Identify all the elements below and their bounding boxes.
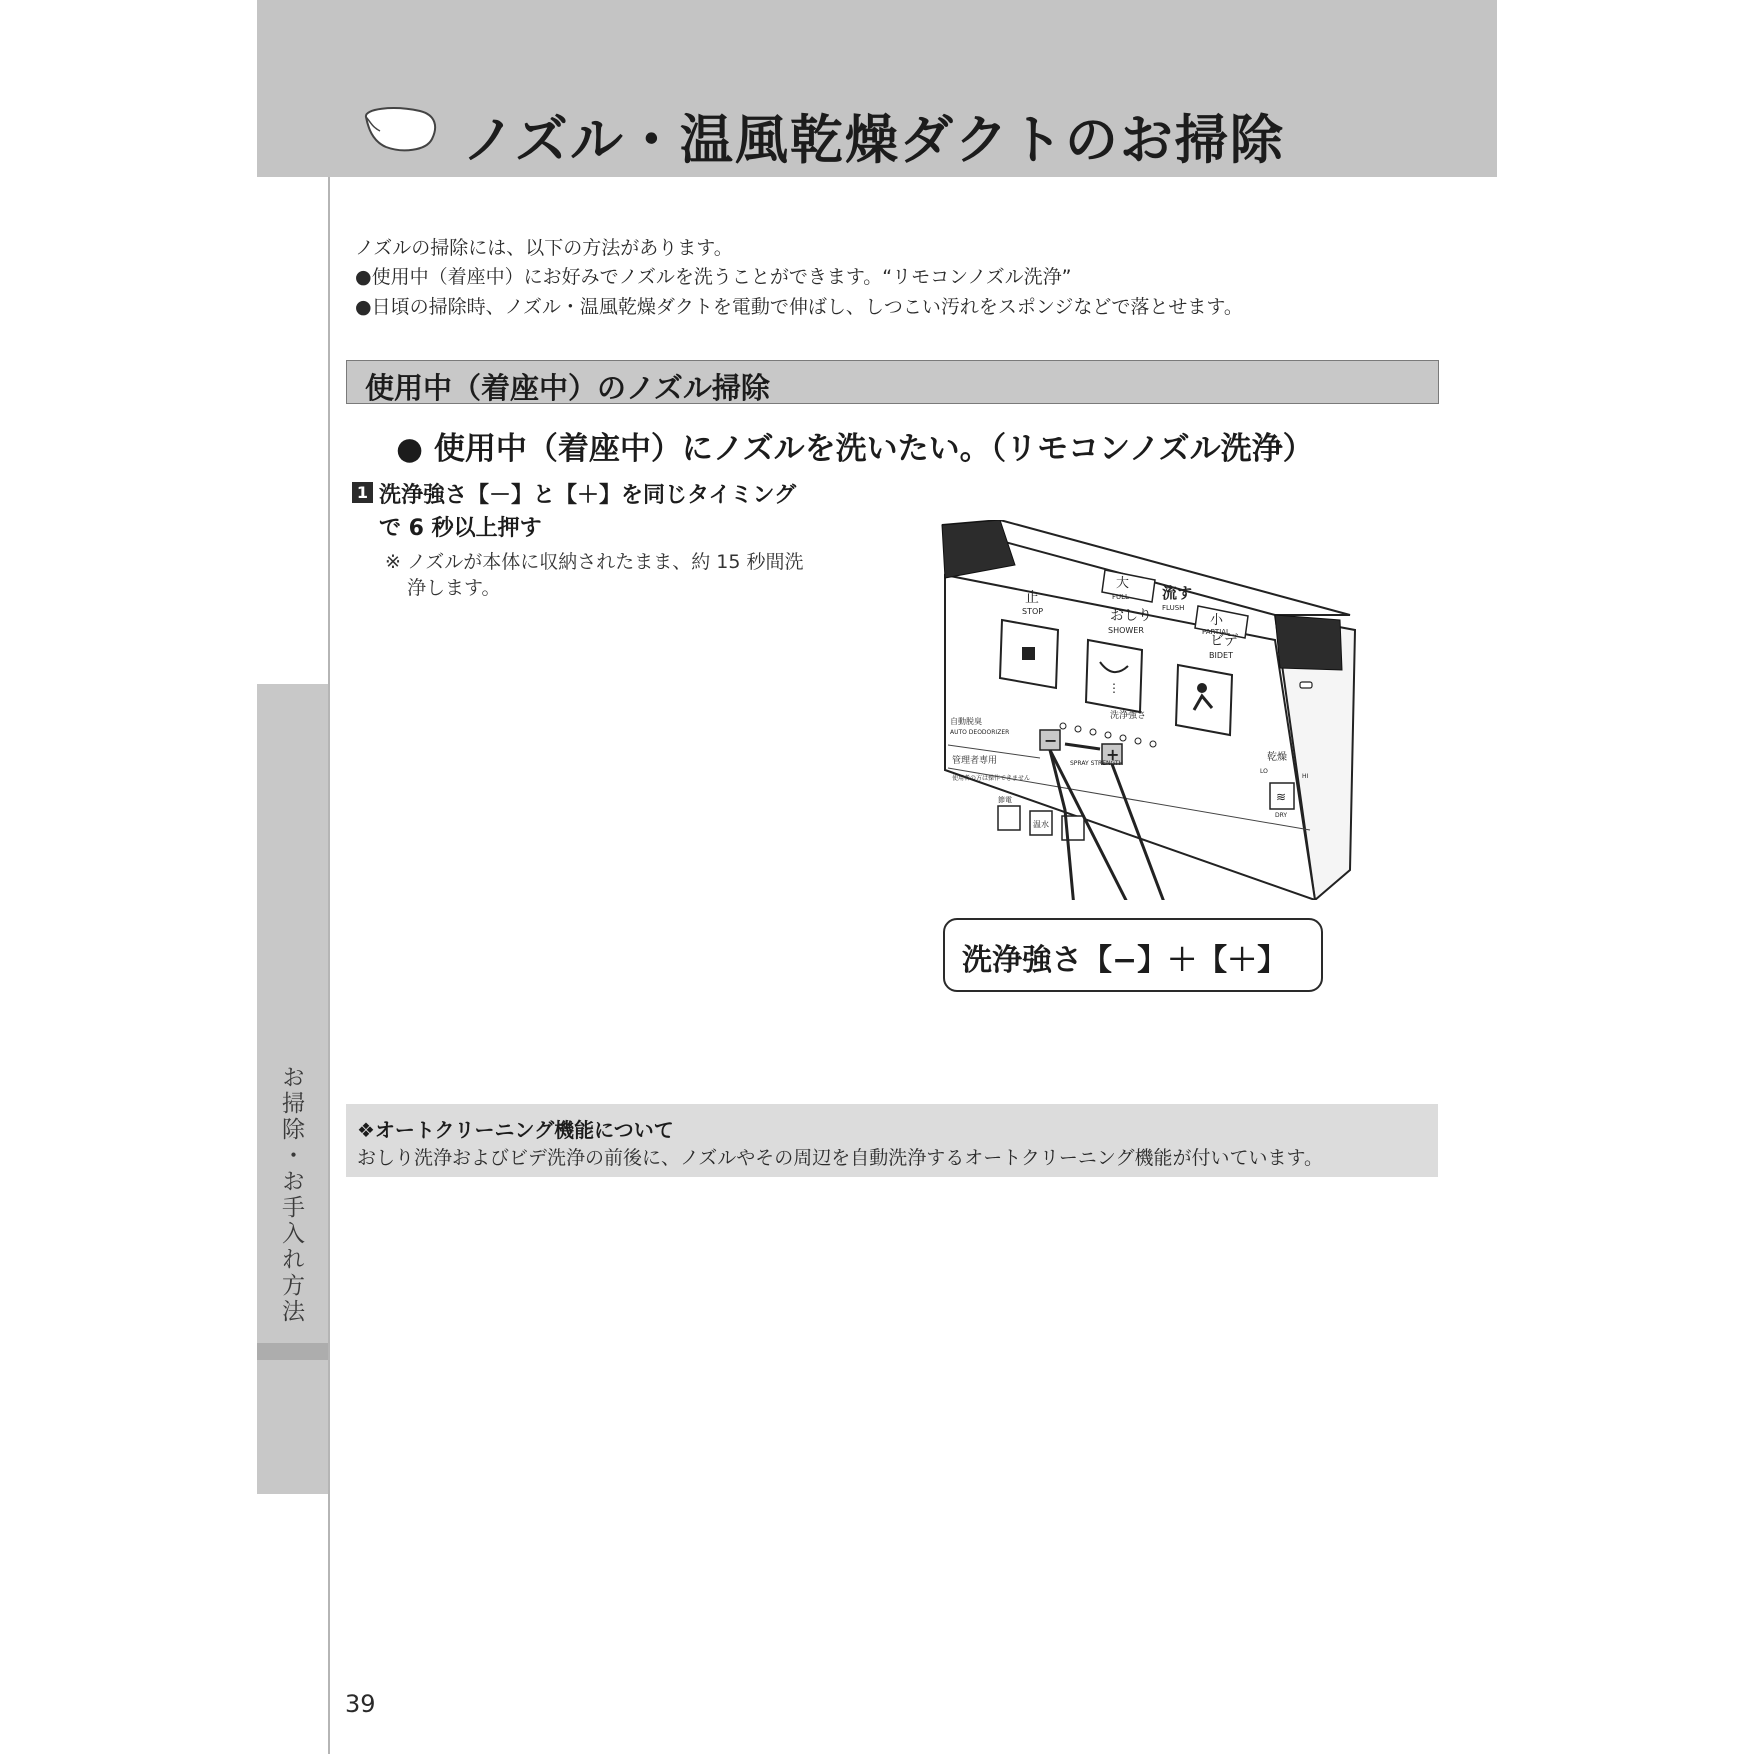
side-tab-stripe: [257, 1343, 328, 1360]
left-rule: [328, 177, 330, 1754]
admin-label: 管理者専用: [952, 756, 998, 766]
flush-full-label: 大: [1116, 576, 1130, 591]
strength-en: SPRAY STRENGTH: [1070, 760, 1124, 767]
shower-label: おしり: [1110, 608, 1152, 624]
bidet-icon: [1197, 683, 1207, 693]
indicator-light: [1300, 682, 1312, 688]
sub-heading: ● 使用中（着座中）にノズルを洗いたい。（リモコンノズル洗浄）: [396, 431, 1314, 467]
flush-en: FLUSH: [1162, 604, 1185, 612]
page-title: ノズル・温風乾燥ダクトのお掃除: [462, 110, 1285, 171]
admin-note: 使用者の方は操作できません: [952, 775, 1031, 782]
shower-button: [1086, 640, 1142, 712]
step-note: ※ ノズルが本体に収納されたまま、約 15 秒間洗: [385, 551, 804, 573]
dry-icon: ≋: [1276, 790, 1287, 804]
stop-label: 止: [1025, 590, 1039, 606]
shower-en: SHOWER: [1108, 626, 1144, 635]
eco-label: 節電: [998, 796, 1012, 804]
section-title: 使用中（着座中）のノズル掃除: [365, 371, 770, 405]
flush-full-en: FULL: [1112, 593, 1129, 601]
svg-text:⋮: ⋮: [1108, 681, 1120, 695]
bidet-label: ビデ: [1210, 633, 1238, 649]
water-label: 温水: [1033, 820, 1049, 829]
eco-button: [998, 806, 1020, 830]
step-note: 浄します。: [407, 577, 501, 599]
strength-minus-label: −: [1044, 731, 1058, 750]
step-text: 洗浄強さ【－】と【＋】を同じタイミング: [379, 483, 797, 508]
intro-line: ノズルの掃除には、以下の方法があります。: [355, 237, 733, 259]
stop-en: STOP: [1022, 607, 1044, 616]
intro-bullet: ●使用中（着座中）にお好みでノズルを洗うことができます。“リモコンノズル洗浄”: [355, 266, 1072, 288]
stop-square-icon: [1022, 647, 1035, 660]
dry-en: DRY: [1275, 812, 1288, 819]
info-body: おしり洗浄およびビデ洗浄の前後に、ノズルやその周辺を自動洗浄するオートクリーニング機能が付いています。: [357, 1147, 1323, 1169]
deodorizer-en: AUTO DEODORIZER: [950, 729, 1010, 736]
side-tab-label: お掃除・お手入れ方法: [278, 1065, 304, 1325]
toilet-seat-icon: [362, 103, 440, 155]
flush-partial-en: PARTIAL: [1202, 628, 1230, 636]
step-text: で 6 秒以上押す: [379, 516, 542, 541]
remote-control-illustration: [930, 520, 1360, 900]
dry-label: 乾燥: [1267, 752, 1287, 763]
dry-hi: HI: [1302, 773, 1309, 780]
step-number-badge: 1: [352, 482, 373, 503]
deodorizer-label: 自動脱臭: [950, 717, 982, 726]
strength-label: 洗浄強さ: [1110, 711, 1147, 721]
dry-lo: LO: [1260, 768, 1268, 775]
callout-text: 洗浄強さ【−】＋【＋】: [962, 943, 1288, 978]
bidet-en: BIDET: [1209, 651, 1233, 660]
strength-plus-label: +: [1106, 745, 1120, 764]
flush-label: 流す: [1162, 584, 1193, 602]
right-cap: [1275, 615, 1342, 670]
intro-bullet: ●日頃の掃除時、ノズル・温風乾燥ダクトを電動で伸ばし、しつこい汚れをスポンジなどで落とせます。: [355, 296, 1243, 318]
flush-partial-label: 小: [1210, 613, 1224, 628]
page-number: 39: [345, 1690, 376, 1718]
info-title: ❖オートクリーニング機能について: [357, 1118, 674, 1142]
